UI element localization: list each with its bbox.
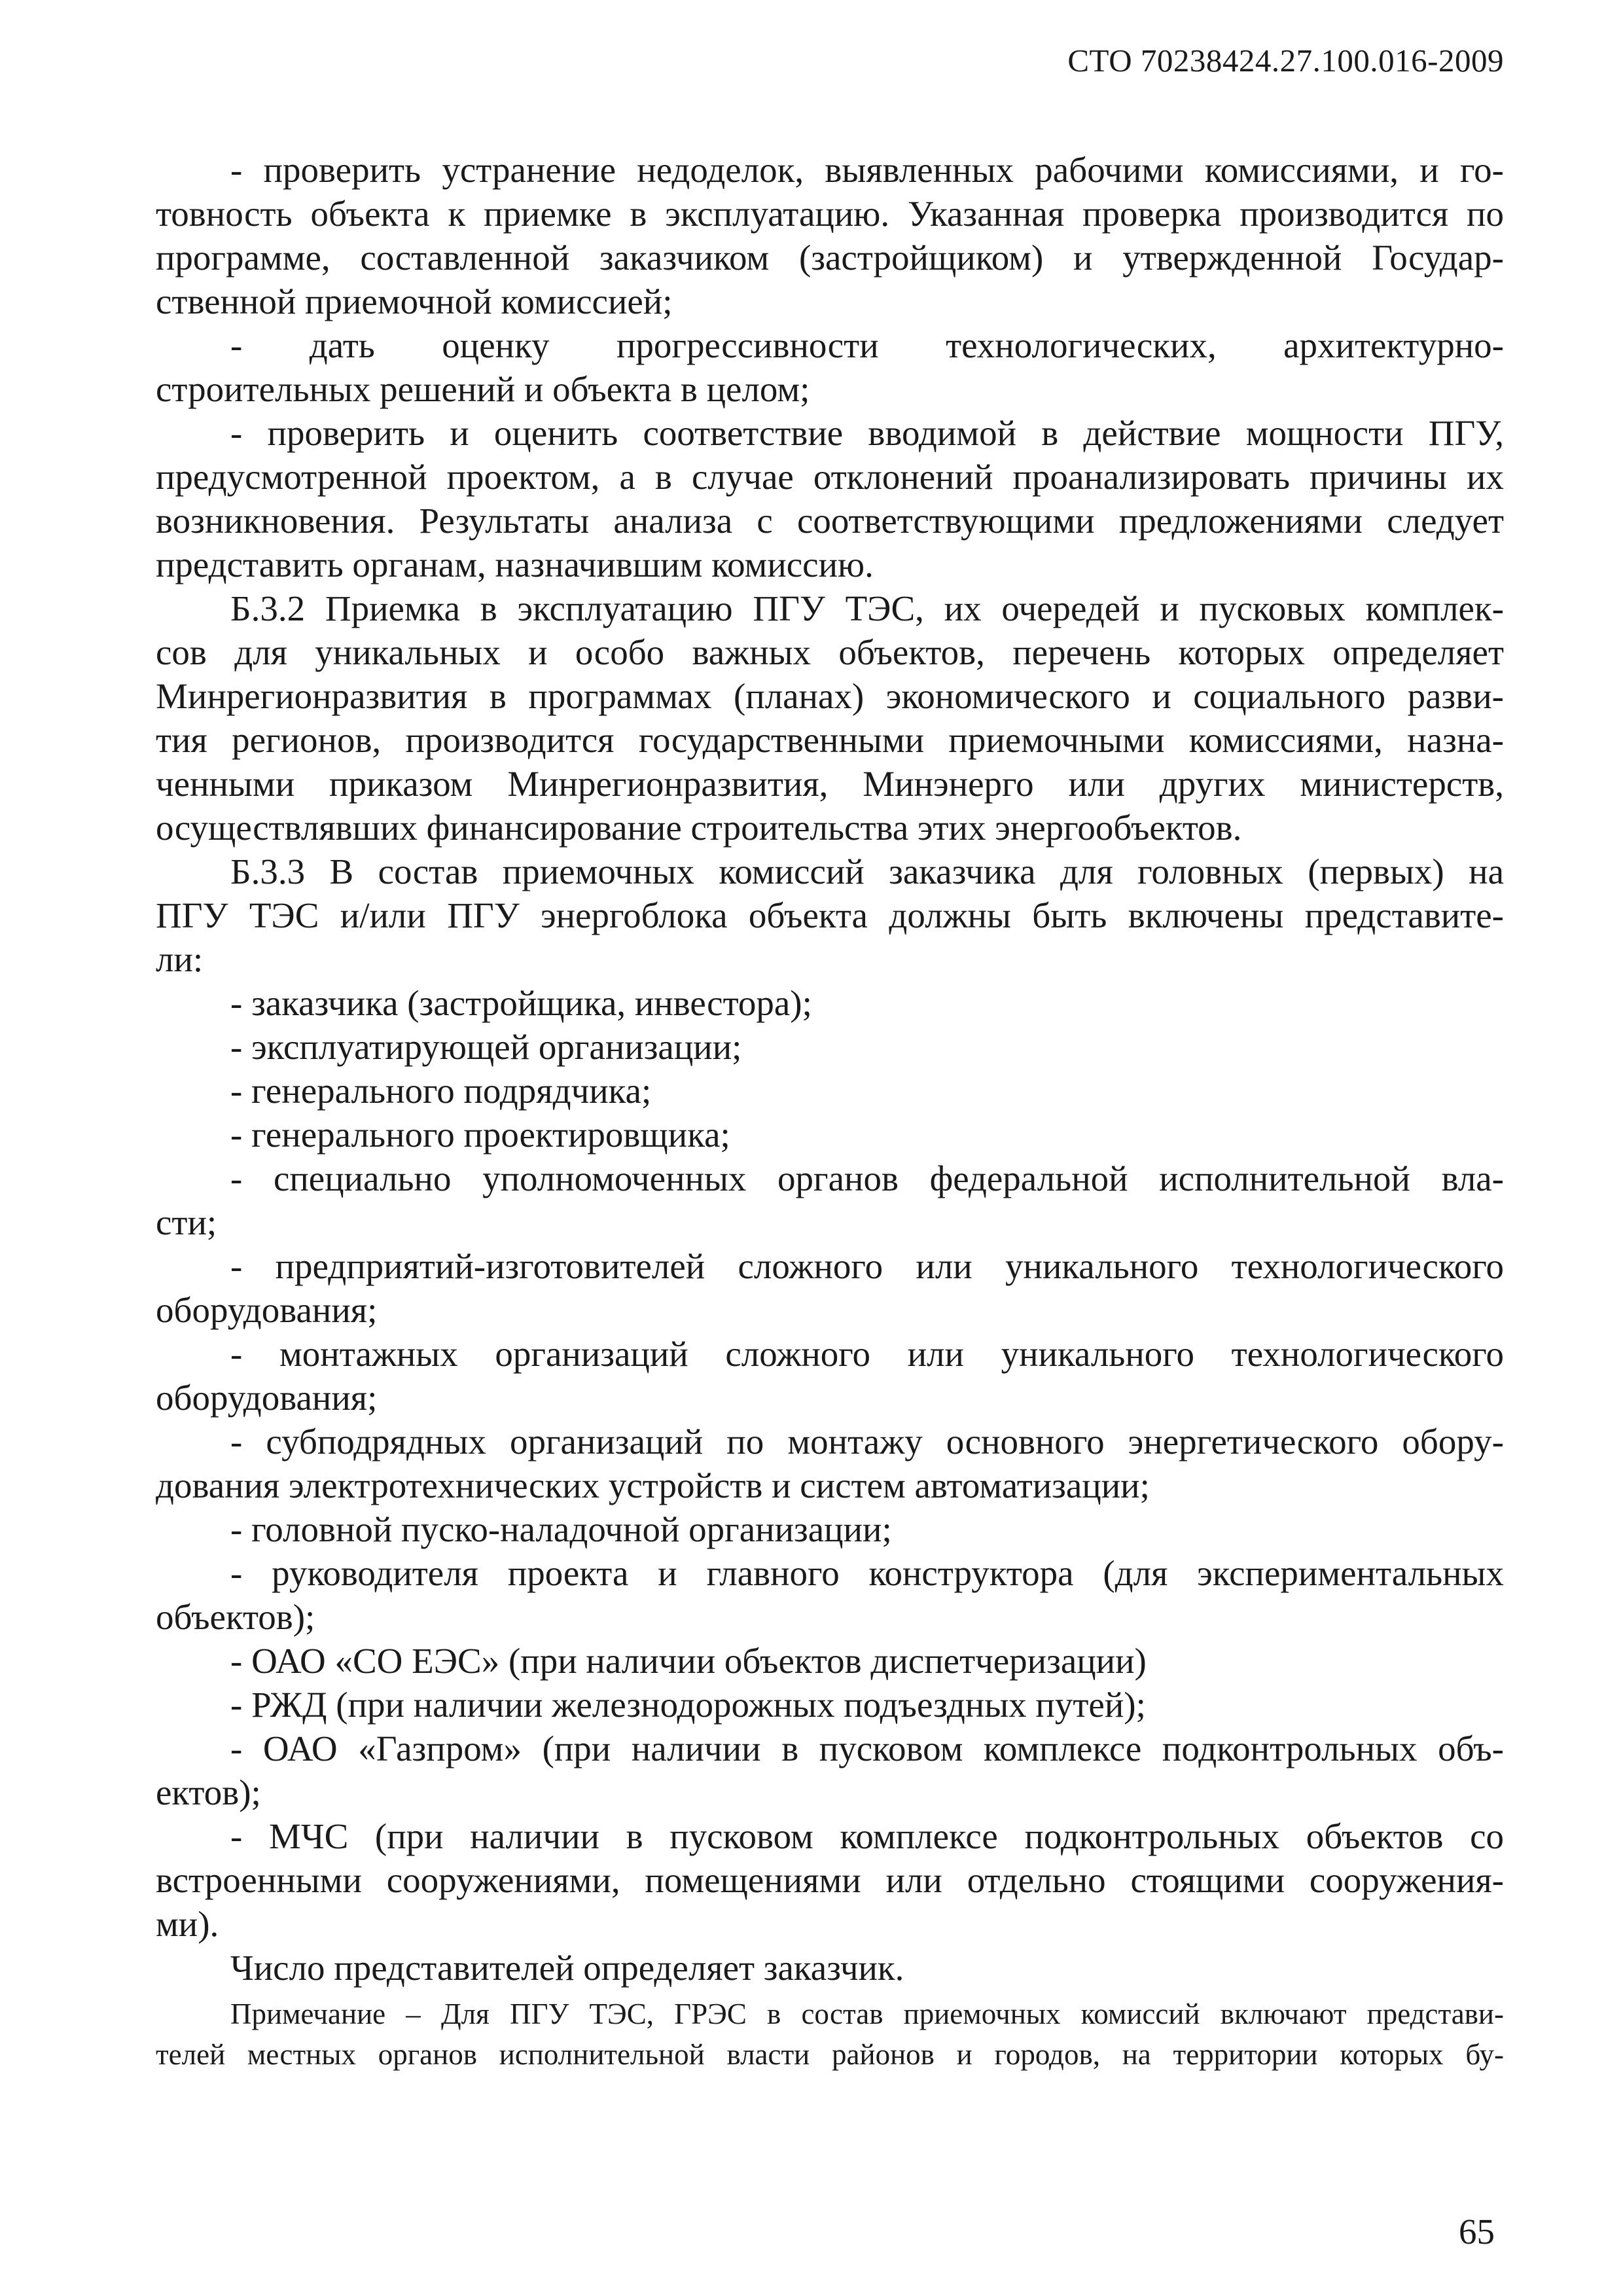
text-line: Минрегионразвития в программах (планах) экономического и социального разви- [156,676,1504,716]
text-line: - эксплуатирующей организации; [230,1027,742,1067]
text-line: Б.3.2 Приемка в эксплуатацию ПГУ ТЭС, их очередей и пусковых комплек- [230,588,1504,628]
text-line: - генерального проектировщика; [230,1115,730,1155]
text-line: - предприятий-изготовителей сложного или уникального технологического [230,1246,1504,1286]
text-line: Число представителей определяет заказчик. [230,1948,904,1988]
text-line: - монтажных организаций сложного или уникального технологического [230,1334,1504,1374]
text-line: - генерального подрядчика; [230,1071,652,1111]
text-line: ПГУ ТЭС и/или ПГУ энергоблока объекта должны быть включены представите- [156,895,1504,935]
text-line: тия регионов, производится государственными приемочными комиссиями, назна- [156,720,1504,760]
document-body [156,148,1504,2075]
text-line: ектов); [156,1772,261,1812]
text-line: ственной приемочной комиссией; [156,281,673,321]
text-line: ли: [156,939,204,979]
text-line: - ОАО «СО ЕЭС» (при наличии объектов диспетчеризации) [230,1641,1147,1681]
text-line: строительных решений и объекта в целом; [156,369,810,409]
text-line: осуществлявших финансирование строительства этих энергообъектов. [156,808,1242,848]
text-line: Б.3.3 В состав приемочных комиссий заказчика для головных (первых) на [230,852,1504,891]
text-line: - ОАО «Газпром» (при наличии в пусковом комплексе подконтрольных объ- [230,1729,1504,1768]
text-line: - заказчика (застройщика, инвестора); [230,983,812,1023]
text-line: товность объекта к приемке в эксплуатацию. Указанная проверка производится по [156,194,1504,234]
text-line: объектов); [156,1597,315,1637]
text-line: представить органам, назначившим комиссию. [156,545,874,584]
text-line: - проверить и оценить соответствие вводимой в действие мощности ПГУ, [230,413,1504,453]
text-line: ченными приказом Минрегионразвития, Минэнерго или других министерств, [156,764,1504,804]
text-line: - субподрядных организаций по монтажу основного энергетического обору- [230,1422,1504,1462]
text-line: - специально уполномоченных органов федеральной исполнительной вла- [230,1158,1504,1198]
page-number: 65 [1459,2212,1495,2251]
text-line: оборудования; [156,1290,378,1330]
text-line: встроенными сооружениями, помещениями или отдельно стоящими сооружения- [156,1860,1504,1900]
note-line: телей местных органов исполнительной власти районов и городов, на территории которых бу- [156,2038,1504,2071]
text-line: дования электротехнических устройств и систем автоматизации; [156,1465,1150,1505]
text-line: ми). [156,1904,219,1944]
text-line: - руководителя проекта и главного конструктора (для экспериментальных [230,1553,1504,1593]
text-line: программе, составленной заказчиком (застройщиком) и утвержденной Государ- [156,238,1504,278]
document-code-header: СТО 70238424.27.100.016-2009 [1067,43,1504,79]
text-line: - головной пуско-наладочной организации; [230,1509,892,1549]
text-line: сов для уникальных и особо важных объектов, перечень которых определяет [156,632,1504,672]
text-line: - МЧС (при наличии в пусковом комплексе подконтрольных объектов со [230,1816,1504,1856]
text-line: возникновения. Результаты анализа с соответствующими предложениями следует [156,501,1504,541]
text-line: - дать оценку прогрессивности технологических, архитектурно- [230,325,1504,365]
text-line: предусмотренной проектом, а в случае отклонений проанализировать причины их [156,457,1504,497]
note-line: Примечание – Для ПГУ ТЭС, ГРЭС в состав приемочных комиссий включают представи- [230,1998,1504,2030]
text-line: - проверить устранение недоделок, выявленных рабочими комиссиями, и го- [230,150,1504,190]
text-line: - РЖД (при наличии железнодорожных подъездных путей); [230,1685,1146,1725]
text-line: оборудования; [156,1378,378,1418]
text-line: сти; [156,1202,217,1242]
